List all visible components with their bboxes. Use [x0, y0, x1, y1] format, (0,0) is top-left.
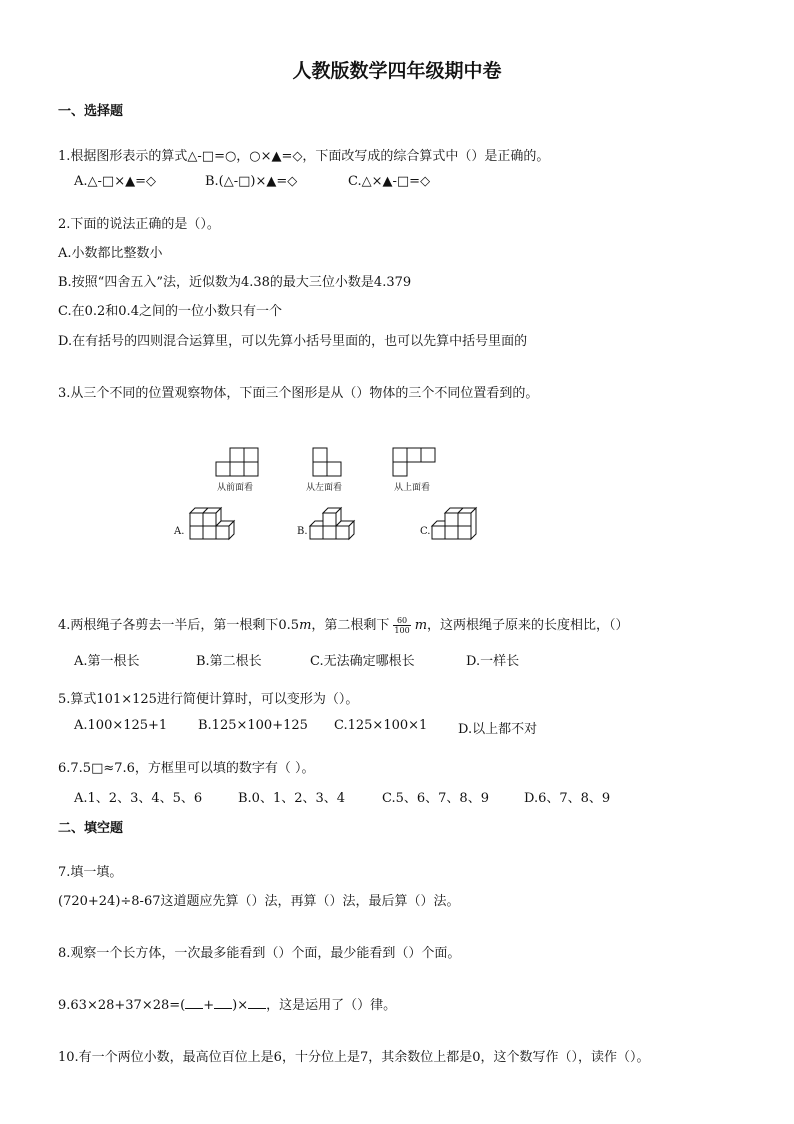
solid-a-figure[interactable]	[186, 498, 246, 546]
q5-option-b[interactable]: B.125×100+125	[198, 718, 308, 733]
q1-option-a[interactable]: A.△-□×▲=◇	[74, 174, 156, 189]
q4-option-c[interactable]: C.无法确定哪根长	[310, 654, 415, 669]
q4-fraction-numerator: 60	[393, 616, 410, 626]
section-choice-heading: 一、选择题	[58, 104, 124, 119]
q4-unit-2: m	[414, 618, 428, 633]
q5-option-d[interactable]: D.以上都不对	[458, 722, 538, 737]
q9-part-1: 9.63×28+37×28=(	[58, 998, 186, 1013]
q9-blank-3[interactable]	[248, 996, 266, 1009]
question-3: 3.从三个不同的位置观察物体，下面三个图形是从（）物体的三个不同位置看到的。	[58, 386, 539, 401]
front-view-label: 从前面看	[217, 483, 254, 493]
q1-option-b[interactable]: B.(△-□)×▲=◇	[205, 174, 298, 189]
q2-option-d[interactable]: D.在有括号的四则混合运算里，可以先算小括号里面的，也可以先算中括号里面的	[58, 334, 528, 349]
q4-text-mid: ，第二根剩下	[311, 618, 390, 633]
section-fill-heading: 二、填空题	[58, 821, 124, 836]
q6-option-b[interactable]: B.0、1、2、3、4	[238, 791, 346, 806]
q2-option-b[interactable]: B.按照“四舍五入”法，近似数为4.38的最大三位小数是4.379	[58, 275, 412, 290]
q2-option-c[interactable]: C.在0.2和0.4之间的一位小数只有一个	[58, 304, 282, 319]
question-5: 5.算式101×125进行简便计算时，可以变形为（）。	[58, 692, 359, 707]
question-7-line-2: (720+24)÷8-67这道题应先算（）法，再算（）法，最后算（）法。	[58, 894, 460, 909]
q9-plus: +	[203, 998, 215, 1013]
question-6: 6.7.5□≈7.6，方框里可以填的数字有（ ）。	[58, 761, 315, 776]
page-title: 人教版数学四年级期中卷	[292, 60, 502, 82]
question-7: 7.填一填。	[58, 865, 123, 880]
q9-part-3: ，这是运用了（）律。	[266, 998, 397, 1013]
q9-blank-2[interactable]	[214, 996, 232, 1009]
q4-fraction	[393, 616, 410, 635]
q1-option-c[interactable]: C.△×▲-□=◇	[348, 174, 431, 189]
q4-text-after: ，这两根绳子原来的长度相比，（）	[427, 618, 629, 633]
q6-option-a[interactable]: A.1、2、3、4、5、6	[74, 791, 203, 806]
solid-b-label[interactable]: B.	[297, 526, 308, 537]
q4-option-b[interactable]: B.第二根长	[196, 654, 262, 669]
top-view-label: 从上面看	[394, 483, 431, 493]
q6-option-d[interactable]: D.6、7、8、9	[524, 791, 611, 806]
q5-option-c[interactable]: C.125×100×1	[334, 718, 428, 733]
solid-b-figure[interactable]	[306, 498, 366, 546]
question-1: 1.根据图形表示的算式△-□=○，○×▲=◇，下面改写成的综合算式中（）是正确的。	[58, 149, 550, 164]
q9-part-2: )×	[232, 998, 249, 1013]
solid-c-label[interactable]: C.	[420, 526, 431, 537]
q4-fraction-denominator: 100	[394, 626, 410, 635]
question-4	[58, 614, 629, 635]
q4-option-a[interactable]: A.第一根长	[74, 654, 140, 669]
left-view-label: 从左面看	[306, 483, 343, 493]
question-2: 2.下面的说法正确的是（）。	[58, 217, 220, 232]
q2-option-a[interactable]: A.小数都比整数小	[58, 246, 163, 261]
left-view-figure	[313, 448, 343, 478]
q5-option-a[interactable]: A.100×125+1	[74, 718, 168, 733]
solid-c-figure[interactable]	[428, 498, 488, 546]
question-10: 10.有一个两位小数，最高位百位上是6，十分位上是7，其余数位上都是0，这个数写作（），读作（）。	[58, 1050, 650, 1065]
q4-text-before: 4.两根绳子各剪去一半后，第一根剩下0.5	[58, 618, 300, 633]
q6-option-c[interactable]: C.5、6、7、8、9	[382, 791, 489, 806]
q4-unit-1: m	[299, 618, 312, 633]
solid-a-label[interactable]: A.	[174, 526, 185, 537]
q9-blank-1[interactable]	[185, 996, 203, 1009]
question-8: 8.观察一个长方体，一次最多能看到（）个面，最少能看到（）个面。	[58, 946, 461, 961]
top-view-figure	[393, 448, 437, 478]
question-9	[58, 994, 396, 1013]
q4-option-d[interactable]: D.一样长	[466, 654, 520, 669]
front-view-figure	[216, 448, 260, 478]
